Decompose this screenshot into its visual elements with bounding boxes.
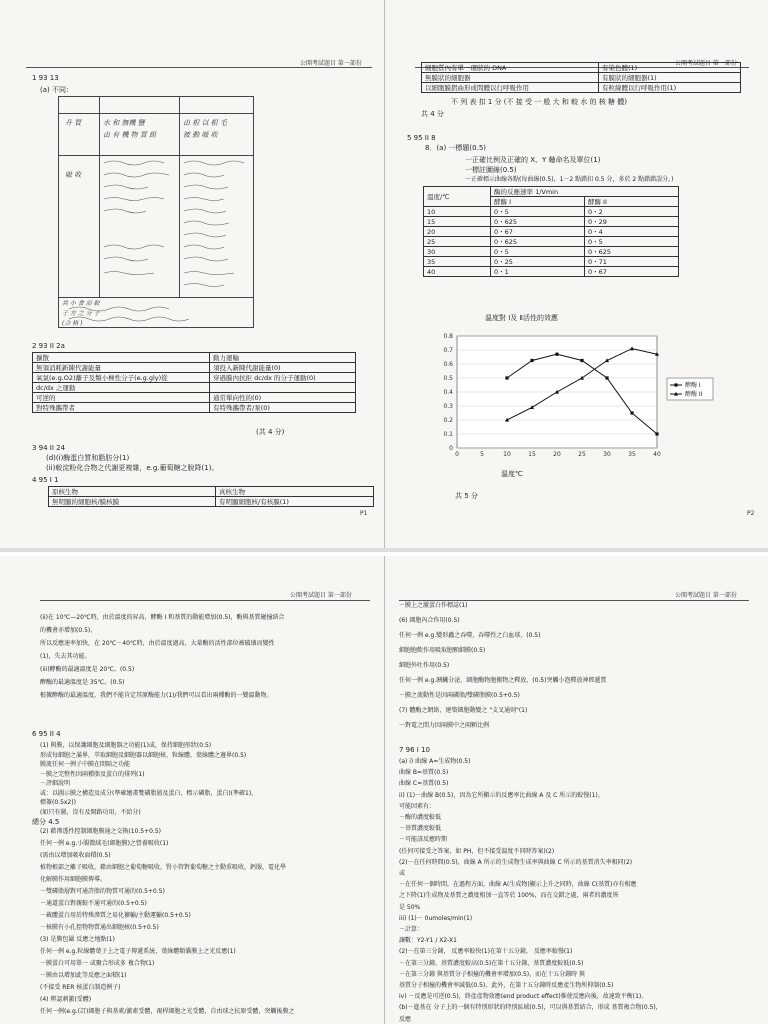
text-line: 一對電之間力因兩膜中之兩顆比例 (399, 722, 490, 729)
text-line: －膜由以增加此等反應之面積(1) (40, 972, 127, 979)
table-cell: 動力運輸 (210, 353, 356, 363)
text-line: －核膜有小孔控物物質通出細胞核(0.5+0.5) (40, 924, 159, 931)
table-cell: 0・67 (491, 227, 585, 237)
table-cell: 細胞質內有單一環狀的 DNA (422, 63, 599, 73)
text-line: 細胞外吐作用(0.5) (399, 662, 450, 669)
text-line: (a) i) 曲線 A=生成物(0.5) (399, 758, 471, 765)
text-line: －在任何一個時間，在過程方面，曲線 A(生成物)顯示上升之同時，曲線 C(基質)亦有相應 (399, 881, 637, 889)
q1-id: 1 93 13 (32, 74, 59, 82)
y-tick-label: 0.6 (443, 361, 453, 368)
legend-label: 酵酶 II (685, 391, 703, 398)
table-cell: 0・67 (584, 267, 678, 277)
scan-edge-band (0, 548, 768, 552)
data-point (505, 376, 508, 379)
table-cell: 0・71 (584, 257, 678, 267)
page-4 (385, 556, 768, 1024)
x-tick-label: 5 (480, 451, 484, 458)
y-tick-label: 0.4 (443, 389, 453, 396)
table-cell: 0・29 (584, 217, 678, 227)
table-cell: 以細胞膜摺曲形成間體以行呼吸作用 (422, 83, 599, 93)
hand-4: 被 動 吸 收 (183, 131, 218, 139)
text-line: (2) 藉滲透性控制細胞膜通之交換(10.5+0.5) (40, 828, 162, 835)
y-tick-label: 0.3 (443, 403, 453, 410)
table-cell: 有粒線體以行呼吸作用(1) (599, 83, 741, 93)
table-header: 酶的反應速率 1/Vmin (491, 187, 679, 197)
legend-marker (674, 383, 677, 386)
q5-line-3: 一正確標示曲線各點(每曲線(0.5)，1－2 點錯扣 0.5 分，多於 2 點錯錯誤分。) (465, 176, 674, 183)
text-line: 之下降(1)生成物及基質之濃度相加一直等於 100%，而在交錯之處，兩者的濃度皆 (399, 892, 619, 900)
text-line: －基質濃度較低 (399, 825, 442, 833)
table-row (424, 247, 679, 257)
table-cell: 0・625 (584, 247, 678, 257)
table-cell: 15 (424, 217, 491, 227)
legend-label: 酵酶 I (685, 382, 701, 389)
text-line: (b)－進基在 分子上的一個有特別形狀的特別區域(0.5)，可以與基質結合，形成 基質複合物(0.5)， (399, 1004, 662, 1012)
enzyme-rate-table (423, 186, 679, 277)
q2-total: (共 4 分) (256, 428, 285, 436)
table-cell: 須投入新陳代謝能量(0) (210, 363, 356, 373)
table-row (33, 403, 356, 413)
text-line: 細胞胞飲作用吸取胞顆細膜(0.5) (399, 647, 486, 654)
table-row (424, 257, 679, 267)
table-cell: 30 (424, 247, 491, 257)
data-point (605, 376, 608, 379)
text-line: 讓數：Y2-Y1 / X2-X1 (399, 937, 457, 945)
table-cell: 無明顯的細胞核/膜核膜 (49, 497, 216, 507)
table-cell: 0・5 (491, 247, 585, 257)
table-header: 酵酶 I (491, 197, 585, 207)
table-cell: 0・4 (584, 227, 678, 237)
text-line: iii) (1)－ 0umoles/min(1) (399, 914, 473, 922)
table-row (33, 393, 356, 403)
table-row (422, 63, 741, 73)
text-line: －可能該反應時期 (399, 836, 448, 844)
text-line: 膜流任何一例子中膜在間隔之功能 (40, 761, 131, 768)
y-tick-label: 0 (449, 445, 453, 452)
page-3 (0, 556, 384, 1024)
text-line: 根據酵酶的最適溫度，我們不能肯定其原酶能力(1)/我們可以看出兩種酶的一變溫動物。 (40, 692, 273, 699)
text-line: 任何一例 e.g.小腸微絨毛(細胞膜)之營養吸收(1) (40, 840, 169, 847)
data-point (655, 432, 658, 435)
table-cell: 對特殊攜帶者 (33, 403, 210, 413)
page-number-p1: P1 (360, 510, 368, 517)
data-point (630, 411, 633, 414)
q3-line-2: (ii)較淀粉化合物之代謝更複雜，e.g.葡萄糖之脫降(1)。 (46, 464, 219, 472)
table-cell: 穿過膜內抗拒 dc/dx 的分子運動(0) (210, 373, 356, 383)
q3-line-1: (d)(i)酶蛋白質和脂肪分(1) (46, 454, 130, 462)
table-row (422, 73, 741, 83)
text-line: 植物根部之離子吸收，藉由細胞之葡萄糖吸收，腎小管對葡萄糖之主動重吸收，鈣服，電化學 (40, 864, 287, 871)
page-3-header: 公開考試題目 第一部份 (290, 592, 352, 599)
text-line: (ii)在 10℃—20℃時，由於溫度的昇高，酵酶 I 和基質的動能增加(0.5)，酶與基質碰撞結合 (40, 614, 285, 621)
y-tick-label: 0.5 (443, 375, 453, 382)
text-line: (1)，失去其功能。 (40, 653, 91, 660)
table-cell: 有膜狀的細胞器(1) (599, 73, 741, 83)
text-line: 酵酶的最適溫度是 35℃。(0.5) (40, 679, 125, 686)
header-rule (399, 600, 749, 601)
table-cell: 40 (424, 267, 491, 277)
data-point (555, 353, 558, 356)
handwriting-scribbles (59, 97, 253, 327)
table-cell: 擴散 (33, 353, 210, 363)
text-line: (7) 體酶之網絡，建築細胞動變之 "支叉通則"(1) (399, 707, 528, 714)
text-line: (任何可接受之答案，如 PH，但不接受溫度不同時答案)(2) (399, 847, 555, 855)
row-a-label: 升 質 (65, 119, 82, 127)
table-row (422, 83, 741, 93)
page-4-header: 公開考試題目 第一部份 (675, 592, 737, 599)
table-cell: 無須消耗新陳代謝能量 (33, 363, 210, 373)
table-cell: 有明顯細胞核/有核膜(1) (216, 497, 374, 507)
table-cell: 可逆的 (33, 393, 210, 403)
text-line: (2)－在任何時間(0.5)，曲線 A 所示的生成物生成率與曲線 C 所示的基質消失率相同(2) (399, 858, 633, 866)
q1-label: (a) 不同： (40, 86, 73, 94)
total-4: 共 4 分 (421, 110, 444, 118)
text-line: 或：以圖示膜之構造及成分(準確繪畫雙磷脂層及蛋白，標示磷脂，蛋白)(準確1)， (40, 789, 258, 797)
text-line: －雙磷脂層對可通許脂的物質可通的(0.5+0.5) (40, 888, 165, 895)
data-point (580, 359, 583, 362)
header-rule (26, 67, 372, 68)
table-cell: 有特殊攜帶者/泵(0) (210, 403, 356, 413)
text-line: 曲線 C=基質(0.5) (399, 780, 449, 788)
text-line: (4) 辨認刺激(受體) (40, 996, 92, 1003)
text-line: －膜之流動性是因兩磷脂/雙磷脂膜(0.5+0.5) (399, 692, 520, 699)
table-row (33, 363, 356, 373)
y-tick-label: 0.8 (443, 333, 453, 340)
text-line: 標簽(0.5x2)) (40, 799, 76, 806)
table-cell: 真核生物 (216, 487, 374, 497)
total-5: 共 5 分 (455, 492, 478, 500)
table-cell: 10 (424, 207, 491, 217)
page-1 (0, 0, 384, 548)
table-row (424, 227, 679, 237)
text-line: 任何一例 e.g.胰臟分泌，細胞酶物胞搬物之釋放，(0.5)突觸小泡釋放神經遞質 (399, 677, 607, 684)
x-tick-label: 0 (455, 451, 459, 458)
x-tick-label: 35 (628, 451, 636, 458)
text-line: －通道蛋白對親較不通可通的(0.5+0.5) (40, 900, 147, 907)
q1-handwritten-table (58, 96, 254, 328)
table-cell: 0・2 (584, 207, 678, 217)
data-point (530, 359, 533, 362)
table-row (424, 187, 679, 197)
text-line: (如只有圖，沒有及開路功用，不給分) (40, 808, 141, 816)
q5-id: 5 95 II 8 (407, 134, 436, 142)
table-cell: 0・25 (491, 257, 585, 267)
table-cell: 0・625 (491, 237, 585, 247)
text-line: 任何一例(e.g.(訂)細胞子與基素/激素受體，視桿細胞之光受體，自由球之抗原受體，突觸後膜之 (40, 1008, 295, 1015)
text-line: 或 (399, 870, 406, 877)
x-tick-label: 20 (553, 451, 561, 458)
text-line: 是 50% (399, 903, 421, 911)
q1-foot-3: (合 格 ) (62, 320, 83, 327)
text-line: 的機會亦增加(0.5)， (40, 627, 97, 634)
table-cell: 通常單向性的(0) (210, 393, 356, 403)
x-tick-label: 10 (503, 451, 511, 458)
q5-line-1: 一正確比例及正確的 X、Y 軸命名及單位(1) (465, 156, 601, 164)
q1-foot-2: 子 方 之 分 子 (62, 310, 100, 317)
hand-3: 由 根 以 根 毛 (183, 119, 227, 127)
table-cell: 35 (424, 257, 491, 267)
text-line: (2)－在第三分鐘， 反應率較快(1)在第十五分鐘， 反應率較慢(1) (399, 948, 573, 956)
table-cell: 0・5 (491, 207, 585, 217)
text-line: 曲線 B=基質(0.5) (399, 769, 449, 777)
table-cell (210, 383, 356, 393)
text-line: 基質分子相撞的機會率減低(0.5)，此外，在第十五分鐘時反應產生物所抑制(0.5) (399, 982, 614, 989)
page-2-header: 公開考試題目 第一部份 (675, 60, 737, 67)
text-line: 任何一例 e.g.粒線體葉子上之電子傳遞系統，葉綠體類囊膜上之光反應(1) (40, 948, 236, 955)
page-number-p2: P2 (747, 510, 755, 517)
text-line: －膜上之激蛋白作標誌(1) (399, 602, 468, 609)
table-cell: 無膜狀的細胞器 (422, 73, 599, 83)
q2-id: 2 93 II 2a (32, 342, 65, 350)
enzyme-activity-chart (425, 326, 725, 466)
text-line: 反應 (399, 1015, 412, 1023)
text-line: iv) －反應是可逆(0.5)，終產產物效應(end product effect)推使反應向後，故達致平衡(1)。 (399, 993, 648, 1001)
table-row (33, 383, 356, 393)
text-line: －膜蛋白可用單一 或聚合形成多 複合物(1) (40, 960, 155, 967)
note: 不 列 表 扣 1 分 (不 接 受 一 般 大 和 較 水 的 核 糖 體) (451, 98, 627, 106)
text-line: －在第三分鐘 與基質分子相撞的機會率增加(0.5)，而在十五分鐘時 與 (399, 970, 586, 978)
text-line: 可能因素有： (399, 802, 436, 810)
text-line: －計算： (399, 926, 424, 933)
y-tick-label: 0.1 (443, 431, 453, 438)
total-4-5: 總分 4.5 (32, 818, 60, 826)
text-line: －在第三分鐘，基質濃度較高(0.5)在第十五分鐘，基質濃度較低(0.5) (399, 959, 584, 967)
header-rule (40, 600, 370, 601)
table-row (49, 487, 374, 497)
text-line: －酶的濃度較低 (399, 814, 442, 821)
row-b-label: 吸 收 (65, 171, 82, 179)
table-cell: 有染色體(1) (599, 63, 741, 73)
y-tick-label: 0.2 (443, 417, 453, 424)
text-line: (iii)酵酶的最適溫度是 20℃。(0.5) (40, 666, 135, 673)
x-tick-label: 25 (578, 451, 586, 458)
text-line: (3) 是膜包圍 反應之地點(1) (40, 936, 115, 943)
table-cell: dc/dx 之運動 (33, 383, 210, 393)
table-cell: 原核生物 (49, 487, 216, 497)
hand-1: 水 和 無機 鹽 (103, 119, 145, 127)
text-line: 所以反應速率加快，在 20℃－40℃時，由於溫度過高，大量酶的活性部位被破壞而變性 (40, 640, 275, 647)
x-tick-label: 40 (653, 451, 661, 458)
q6-id: 6 95 II 4 (32, 730, 61, 738)
text-line: (6) 細胞內合作用(0.5) (399, 617, 460, 624)
q5-line-2: 一標註圖線(0.5) (465, 166, 517, 174)
q4-id: 4 95 I 1 (32, 476, 59, 484)
text-line: －評細說明 (40, 780, 71, 787)
table-cell: 20 (424, 227, 491, 237)
text-line: －載體蛋白用於特殊滲質之易化擴輸/主動運輸(0.5+0.5) (40, 912, 191, 919)
y-tick-label: 0.7 (443, 347, 453, 354)
table-row (424, 217, 679, 227)
text-line: (需由以增加吸收面積(0.5) (40, 852, 111, 859)
p2-compare-table (421, 62, 741, 93)
page-1-header: 公開考試題目 第一部份 (300, 60, 362, 67)
table-header: 溫度/℃ (424, 187, 491, 207)
table-row (33, 373, 356, 383)
page-2 (385, 0, 768, 548)
text-line: －膜之完整性因兩種脂及蛋白的排列(1) (40, 770, 145, 778)
table-header: 酵酶 II (584, 197, 678, 207)
text-line: ii) (1)－曲線 B(0.5)，因為它所顯示的反應率比曲線 A 及 C 所示的較慢(1)。 (399, 791, 604, 799)
text-line: 任何一例 e.g.變形蟲之吞噬，吞噬性之白血球，(0.5) (399, 632, 541, 639)
table-row (424, 267, 679, 277)
text-line: (不接受 RER 核蛋白制造例子) (40, 984, 121, 991)
table-cell: 0・625 (491, 217, 585, 227)
q2-table (32, 352, 356, 413)
table-cell: 氧氣(e.g.O2)離子及類小極性分子(e.g.gly)從 (33, 373, 210, 383)
table-cell: 25 (424, 237, 491, 247)
text-line: 形成每細胞之滿界，萃取細胞及細胞器以細胞核、粒線體、葉綠體之邊界(0.5) (40, 751, 247, 759)
table-cell: 0・5 (584, 237, 678, 247)
q1-foot-1: 共 小 食 而 較 (62, 300, 100, 307)
chart-xlabel: 溫度℃ (501, 470, 523, 478)
table-row (424, 237, 679, 247)
hand-2: 由 有 機 物 質 組 (103, 131, 157, 139)
text-line: (1) 與膜，以保護細胞及細胞器之功能(1)或，保持細胞形狀(0.5) (40, 742, 212, 749)
x-tick-label: 15 (528, 451, 536, 458)
q5-a: 8．(a) 一標題(0.5) (425, 144, 487, 152)
table-row (33, 353, 356, 363)
table-cell: 0・1 (491, 267, 585, 277)
x-tick-label: 30 (603, 451, 611, 458)
table-row (424, 207, 679, 217)
chart-title: 溫度對 Ⅰ及 Ⅱ活性的效應 (485, 314, 558, 322)
table-row (49, 497, 374, 507)
text-line: 化解膜作用細胞膜傳導。 (40, 876, 107, 883)
q4-table (48, 486, 374, 507)
q3-id: 3 94 II 24 (32, 444, 66, 452)
q7-id: 7 96 I 10 (399, 746, 431, 754)
